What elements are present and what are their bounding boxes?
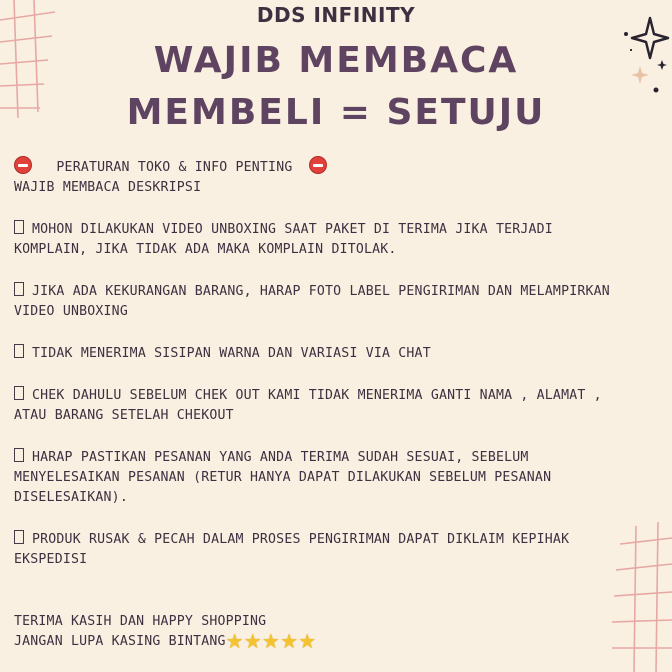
rule-text: CHEK DAHULU SEBELUM CHEK OUT KAMI TIDAK MENERIMA GANTI NAMA , ALAMAT , <box>32 388 602 403</box>
rule-item <box>14 282 654 322</box>
rating-stars <box>225 629 317 655</box>
notice-title: PERATURAN TOKO & INFO PENTING <box>56 160 293 175</box>
bullet-box-icon <box>14 386 24 400</box>
star-icon: ★ <box>225 629 244 653</box>
bullet-box-icon <box>14 282 24 296</box>
rule-item <box>14 344 654 364</box>
bullet-box-icon <box>14 448 24 462</box>
headline-line-2: MEMBELI = SETUJU <box>126 92 546 133</box>
notice-subtitle: WAJIB MEMBACA DESKRIPSI <box>14 180 202 195</box>
rule-item <box>14 220 654 260</box>
bullet-box-icon <box>14 220 24 234</box>
bullet-box-icon <box>14 530 24 544</box>
no-entry-icon <box>309 156 327 174</box>
rule-item <box>14 448 654 508</box>
brand-name: DDS INFINITY <box>256 3 416 27</box>
star-icon: ★ <box>280 629 299 653</box>
star-icon: ★ <box>261 629 281 653</box>
rule-text: EKSPEDISI <box>14 552 88 567</box>
headline-line-1: WAJIB MEMBACA <box>153 40 519 81</box>
rule-item <box>14 386 654 426</box>
no-entry-icon <box>14 156 32 174</box>
rule-text: MENYELESAIKAN PESANAN (RETUR HANYA DAPAT DILAKUKAN SEBELUM PESANAN <box>14 470 552 485</box>
rule-text: HARAP PASTIKAN PESANAN YANG ANDA TERIMA SUDAH SESUAI, SEBELUM <box>32 450 529 465</box>
star-icon: ★ <box>243 629 262 653</box>
rules-content <box>14 156 654 655</box>
rule-text: ATAU BARANG SETELAH CHEKOUT <box>14 408 234 423</box>
rule-text: TIDAK MENERIMA SISIPAN WARNA DAN VARIASI VIA CHAT <box>32 346 431 361</box>
rule-text: KOMPLAIN, JIKA TIDAK ADA MAKA KOMPLAIN DITOLAK. <box>14 242 397 257</box>
rule-text: DISELESAIKAN). <box>14 490 128 505</box>
rule-text: VIDEO UNBOXING <box>14 304 128 319</box>
rule-item <box>14 530 654 570</box>
notice-title-row <box>14 156 654 178</box>
closing-thanks: TERIMA KASIH DAN HAPPY SHOPPING <box>14 614 267 629</box>
closing-rating-request <box>14 629 654 655</box>
rule-text: PRODUK RUSAK & PECAH DALAM PROSES PENGIRIMAN DAPAT DIKLAIM KEPIHAK <box>32 532 570 547</box>
bullet-box-icon <box>14 344 24 358</box>
star-icon: ★ <box>298 629 317 653</box>
rule-text: JIKA ADA KEKURANGAN BARANG, HARAP FOTO LABEL PENGIRIMAN DAN MELAMPIRKAN <box>32 284 610 299</box>
closing-rating-text: JANGAN LUPA KASING BINTANG <box>14 634 226 649</box>
rule-text: MOHON DILAKUKAN VIDEO UNBOXING SAAT PAKET DI TERIMA JIKA TERJADI <box>32 222 553 237</box>
